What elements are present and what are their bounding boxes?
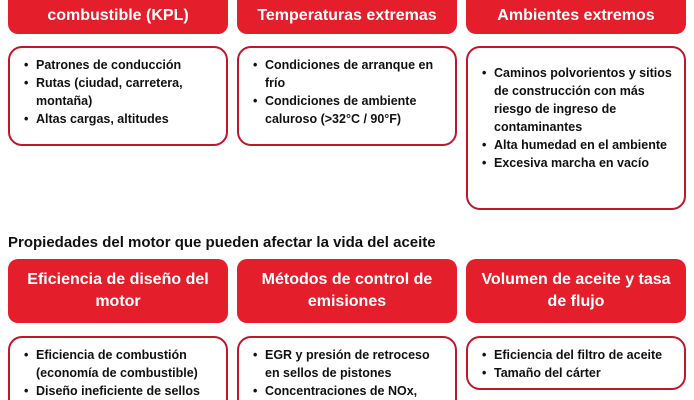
box-engine-design — [8, 336, 228, 400]
list-item: • Tamaño del cárter — [482, 364, 672, 382]
section-title: Propiedades del motor que pueden afectar la vida del aceite — [8, 234, 436, 251]
header-engine-design-efficiency-label: Eficiencia de diseño del motor — [27, 271, 209, 310]
box-environment-conditions — [466, 46, 686, 210]
header-extreme-environments-label: Ambientes extremos — [497, 7, 655, 24]
list-item: • Condiciones de ambiente caluroso (>32°C / 90°F) — [253, 92, 443, 128]
list-item: • Caminos polvorientos y sitios de construcción con más riesgo de ingreso de contaminantes — [482, 64, 672, 136]
header-oil-volume-flow-rate — [466, 259, 686, 323]
header-extreme-environments — [466, 0, 686, 34]
box-emission-control — [237, 336, 457, 400]
header-oil-volume-flow-rate-label: Volumen de aceite y tasa de flujo — [481, 271, 671, 310]
header-extreme-temperatures-label: Temperaturas extremas — [257, 7, 437, 24]
list-item: • Concentraciones de NOx, — [253, 382, 443, 400]
list-item: • Rutas (ciudad, carretera, montaña) — [24, 74, 214, 110]
header-emission-control-methods — [237, 259, 457, 323]
list-item: • Excesiva marcha en vacío — [482, 154, 672, 172]
header-fuel-economy — [8, 0, 228, 34]
header-emission-control-methods-label: Métodos de control de emisiones — [261, 271, 433, 310]
list-item: • Eficiencia de combustión (economía de combustible) — [24, 346, 214, 382]
list-item: • Diseño ineficiente de sellos — [24, 382, 214, 400]
list-item: • Altas cargas, altitudes — [24, 110, 214, 128]
header-extreme-temperatures — [237, 0, 457, 34]
header-fuel-economy-label: combustible (KPL) — [47, 7, 189, 24]
box-oil-volume — [466, 336, 686, 390]
list-item: • Alta humedad en el ambiente — [482, 136, 672, 154]
list-item: • Patrones de conducción — [24, 56, 214, 74]
box-driving-conditions — [8, 46, 228, 146]
list-item: • Eficiencia del filtro de aceite — [482, 346, 672, 364]
list-item: • Condiciones de arranque en frío — [253, 56, 443, 92]
box-temperature-conditions — [237, 46, 457, 146]
header-engine-design-efficiency — [8, 259, 228, 323]
list-item: • EGR y presión de retroceso en sellos de pistones — [253, 346, 443, 382]
